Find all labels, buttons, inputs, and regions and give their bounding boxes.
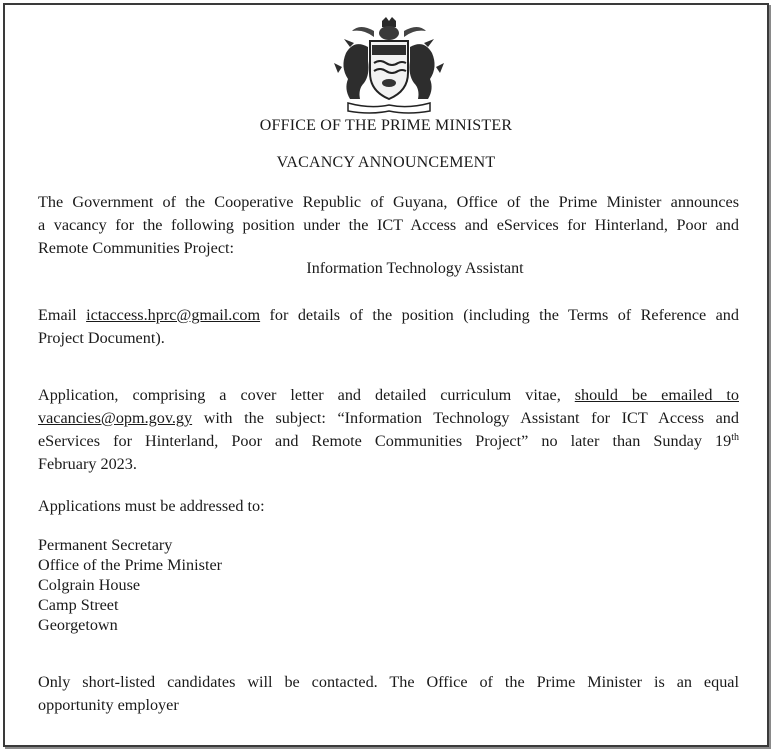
- intro-line: a vacancy for the following position under the ICT Access and eServices for Hinterland, Poor and: [38, 216, 739, 234]
- address-line: Colgrain House: [38, 576, 141, 594]
- application-email-link[interactable]: vacancies@opm.gov.gy: [38, 409, 193, 427]
- address-line: Permanent Secretary: [38, 536, 173, 554]
- intro-paragraph: [38, 191, 739, 260]
- position-title: Information Technology Assistant: [306, 260, 524, 277]
- ordinal-suffix: th: [731, 432, 739, 443]
- details-line: [38, 304, 739, 327]
- application-line: February 2023.: [38, 455, 137, 473]
- application-prefix: Application, comprising a cover letter and detailed curriculum vitae,: [38, 386, 575, 404]
- announcement-title: VACANCY ANNOUNCEMENT: [276, 154, 496, 171]
- address-line: Georgetown: [38, 616, 118, 634]
- application-subject: with the subject: “Information Technology Assistant for ICT Access and: [192, 409, 739, 427]
- application-deadline: eServices for Hinterland, Poor and Remote Communities Project” no later than Sunday 19: [38, 432, 732, 450]
- application-line: [38, 384, 739, 407]
- application-line: [38, 407, 739, 430]
- addressed-to-text: Applications must be addressed to:: [38, 497, 265, 515]
- closing-paragraph: [38, 671, 739, 717]
- details-paragraph: [38, 304, 739, 350]
- application-underlined-text: should be emailed to: [574, 386, 739, 404]
- application-paragraph: [38, 384, 739, 476]
- office-title: OFFICE OF THE PRIME MINISTER: [259, 117, 513, 134]
- application-line: [38, 430, 739, 453]
- document-page: [3, 3, 769, 747]
- details-suffix: for details of the position (including the Terms of Reference and: [260, 306, 739, 324]
- address-block: [38, 535, 222, 635]
- intro-line: Remote Communities Project:: [38, 239, 235, 257]
- address-line: Camp Street: [38, 596, 119, 614]
- closing-line: opportunity employer: [38, 696, 179, 714]
- coat-of-arms-emblem: [330, 17, 448, 115]
- intro-line: The Government of the Cooperative Republic of Guyana, Office of the Prime Minister announces: [38, 193, 739, 211]
- address-line: Office of the Prime Minister: [38, 556, 223, 574]
- details-prefix: Email: [38, 306, 87, 324]
- details-email-link[interactable]: ictaccess.hprc@gmail.com: [86, 306, 261, 324]
- closing-line: Only short-listed candidates will be contacted. The Office of the Prime Minister is an equal: [38, 673, 739, 691]
- details-line: Project Document).: [38, 329, 165, 347]
